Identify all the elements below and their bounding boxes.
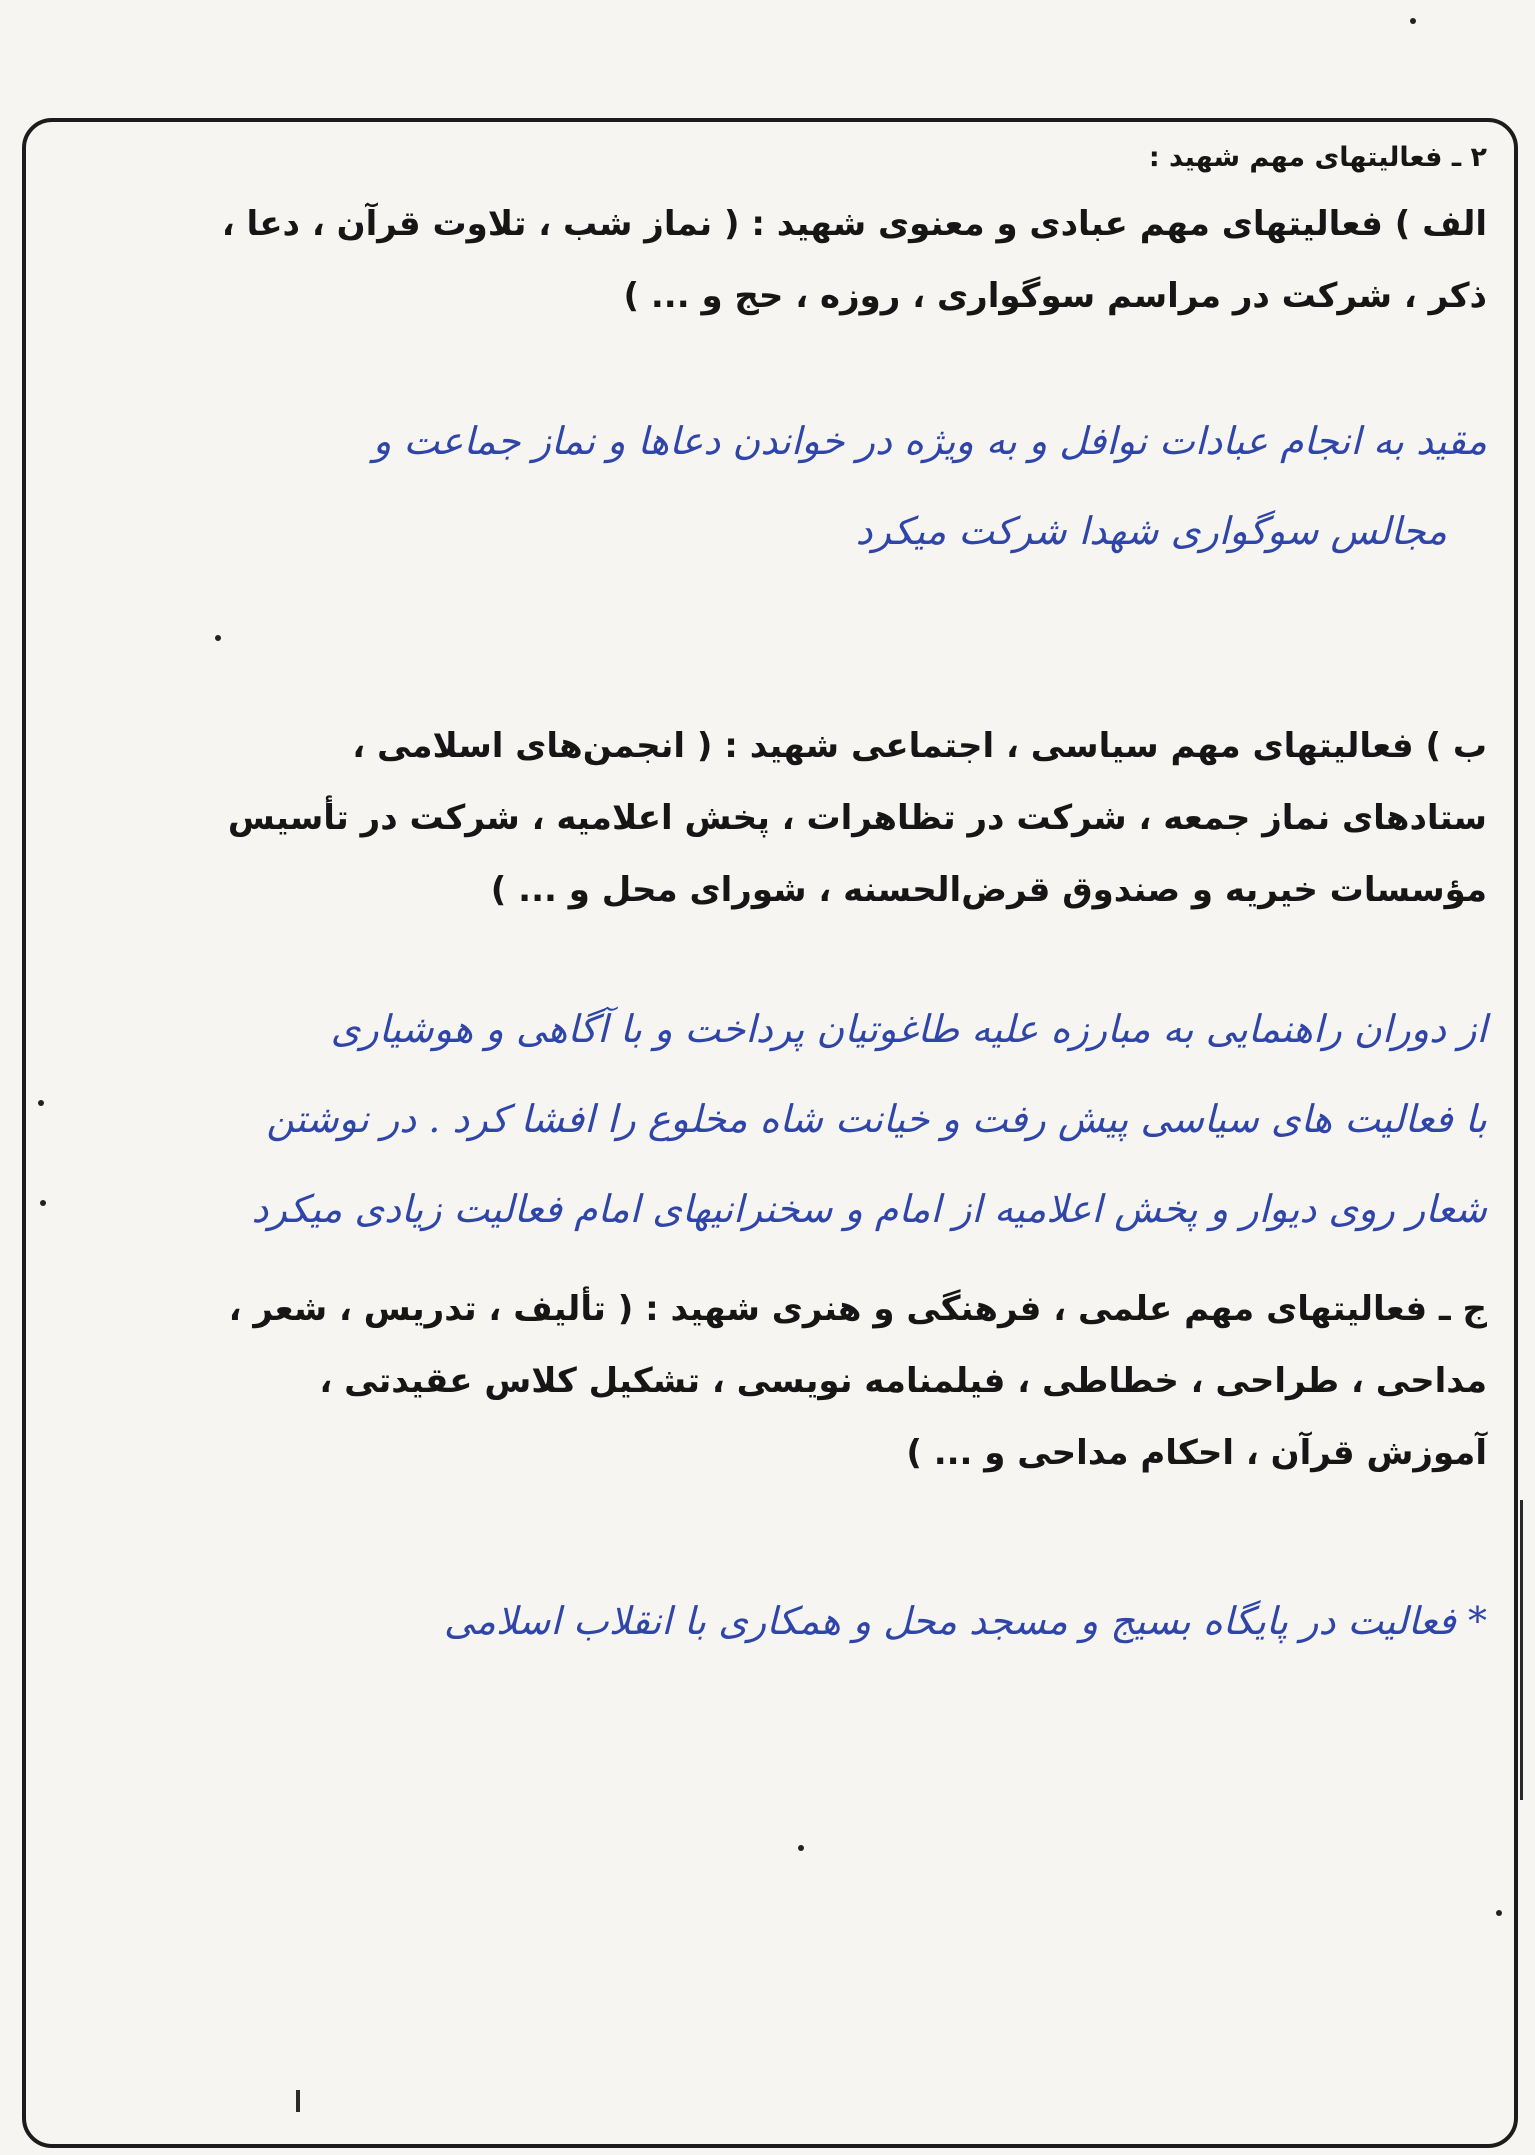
- part-b-line: مؤسسات خیریه و صندوق قرض‌الحسنه ، شورای محل و ... ): [490, 870, 1487, 910]
- scan-edge-mark: [1520, 1500, 1523, 1800]
- section-heading-text: ۲ ـ فعالیتهای مهم شهید :: [1148, 142, 1487, 173]
- part-b-handwritten: [92, 984, 1487, 1254]
- handwritten-line: مجالس سوگواری شهدا شرکت میکرد: [855, 509, 1447, 553]
- handwritten-line: با فعالیت های سیاسی پیش رفت و خیانت شاه مخلوع را افشا کرد . در نوشتن: [266, 1097, 1487, 1141]
- part-c-printed: [92, 1273, 1487, 1489]
- handwritten-line: از دوران راهنمایی به مبارزه علیه طاغوتیان پرداخت و با آگاهی و هوشیاری: [330, 1007, 1487, 1051]
- scan-speck: [38, 1100, 44, 1106]
- part-b-line: ستادهای نماز جمعه ، شرکت در تظاهرات ، پخش اعلامیه ، شرکت در تأسیس: [227, 798, 1487, 838]
- part-b-line: ب ) فعالیتهای مهم سیاسی ، اجتماعی شهید : ( انجمن‌های اسلامی ،: [352, 726, 1487, 766]
- part-a-handwritten: [92, 396, 1487, 576]
- section-heading: [92, 138, 1487, 178]
- scan-speck: [215, 635, 221, 641]
- handwritten-line: مقید به انجام عبادات نوافل و به ویژه در خواندن دعاها و نماز جماعت و: [373, 419, 1487, 463]
- handwritten-line: شعار روی دیوار و پخش اعلامیه از امام و سخنرانیهای امام فعالیت زیادی میکرد: [251, 1187, 1487, 1231]
- part-a-printed: [92, 188, 1487, 332]
- part-a-line: ذکر ، شرکت در مراسم سوگواری ، روزه ، حج و ... ): [623, 276, 1487, 316]
- part-c-handwritten: [92, 1576, 1487, 1666]
- scan-mark: [296, 2090, 300, 2112]
- handwritten-line: * فعالیت در پایگاه بسیج و مسجد محل و همکاری با انقلاب اسلامی: [443, 1599, 1487, 1643]
- part-a-line: الف ) فعالیتهای مهم عبادی و معنوی شهید : ( نماز شب ، تلاوت قرآن ، دعا ،: [221, 204, 1487, 244]
- part-c-line: مداحی ، طراحی ، خطاطی ، فیلمنامه نویسی ، تشکیل کلاس عقیدتی ،: [319, 1361, 1487, 1401]
- scan-speck: [1496, 1910, 1502, 1916]
- scan-speck: [1410, 18, 1416, 24]
- part-c-line: آموزش قرآن ، احکام مداحی و ... ): [906, 1433, 1487, 1473]
- scan-speck: [798, 1845, 804, 1851]
- part-b-printed: [92, 710, 1487, 926]
- part-c-line: ج ـ فعالیتهای مهم علمی ، فرهنگی و هنری شهید : ( تألیف ، تدریس ، شعر ،: [228, 1289, 1487, 1329]
- scan-speck: [40, 1200, 46, 1206]
